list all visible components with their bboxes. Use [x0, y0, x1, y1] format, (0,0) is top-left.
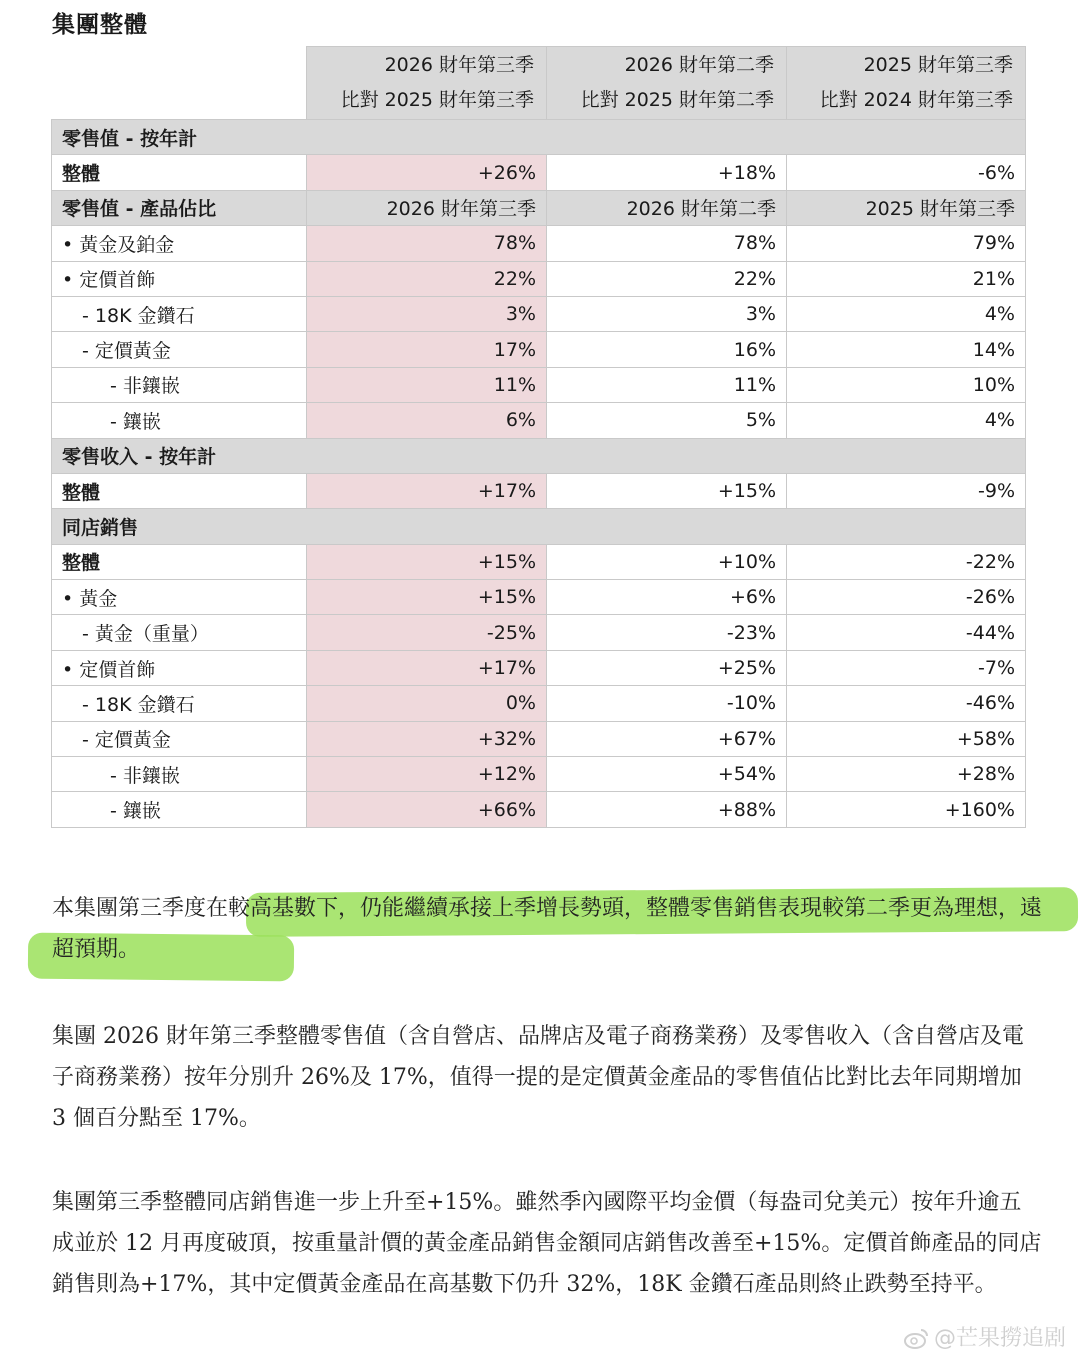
row-label: - 18K 金鑽石: [52, 296, 307, 331]
value-cell: +67%: [547, 721, 787, 756]
table-row: [52, 332, 1026, 367]
watermark-text: @芒果撈追剧: [933, 1326, 1066, 1351]
section-row-retail-revenue: 零售收入 - 按年計: [52, 438, 1026, 473]
value-cell: +66%: [307, 792, 547, 827]
paragraph-1: 本集團第三季度在較高基數下，仍能繼續承接上季增長勢頭，整體零售銷售表現較第二季更為理想，遠超預期。: [52, 896, 1043, 962]
row-label: - 鑲嵌: [52, 792, 307, 827]
value-cell: +58%: [787, 721, 1026, 756]
value-cell: -46%: [787, 686, 1026, 721]
header-blank-cell: [52, 47, 307, 120]
header-col-1: 2026 財年第三季 比對 2025 財年第三季: [307, 47, 547, 120]
value-cell: +17%: [307, 650, 547, 685]
value-cell: 3%: [547, 296, 787, 331]
value-cell: 16%: [547, 332, 787, 367]
weibo-watermark: [904, 1321, 1066, 1352]
table-header-row: [52, 47, 1026, 120]
row-label: - 18K 金鑽石: [52, 686, 307, 721]
table-row: [52, 544, 1026, 579]
table-row: [52, 473, 1026, 508]
paragraph-2: 集團 2026 財年第三季整體零售值（含自營店、品牌店及電子商務業務）及零售收入（含自營店及電子商務業務）按年分別升 26%及 17%，值得一提的是定價黃金產品的零售值佔比對比去年同期增加 3 個百分點至 17%。: [52, 1024, 1024, 1131]
table-row: [52, 792, 1026, 827]
row-label: - 非鑲嵌: [52, 757, 307, 792]
table-row: [52, 367, 1026, 402]
value-cell: 78%: [547, 226, 787, 261]
value-cell: +18%: [547, 155, 787, 190]
value-cell: 14%: [787, 332, 1026, 367]
value-cell: 22%: [307, 261, 547, 296]
row-label: - 黃金（重量）: [52, 615, 307, 650]
row-label: - 非鑲嵌: [52, 367, 307, 402]
row-label: 整體: [52, 155, 307, 190]
value-cell: 10%: [787, 367, 1026, 402]
table-row: [52, 650, 1026, 685]
row-label: - 鑲嵌: [52, 403, 307, 438]
value-cell: +160%: [787, 792, 1026, 827]
value-cell: +88%: [547, 792, 787, 827]
value-cell: -44%: [787, 615, 1026, 650]
value-cell: 4%: [787, 403, 1026, 438]
value-cell: +10%: [547, 544, 787, 579]
value-cell: 79%: [787, 226, 1026, 261]
section-row-retail-value: 零售值 - 按年計: [52, 120, 1026, 155]
table-row: [52, 686, 1026, 721]
row-label: 整體: [52, 473, 307, 508]
table-row: [52, 226, 1026, 261]
row-label: • 定價首飾: [52, 261, 307, 296]
value-cell: 22%: [547, 261, 787, 296]
row-label: • 黃金: [52, 580, 307, 615]
value-cell: +12%: [307, 757, 547, 792]
value-cell: 11%: [547, 367, 787, 402]
value-cell: -25%: [307, 615, 547, 650]
row-label: - 定價黃金: [52, 332, 307, 367]
table-row: [52, 403, 1026, 438]
row-label: • 定價首飾: [52, 650, 307, 685]
table-row: [52, 155, 1026, 190]
value-cell: 17%: [307, 332, 547, 367]
value-cell: 21%: [787, 261, 1026, 296]
value-cell: +6%: [547, 580, 787, 615]
paragraph-3: 集團第三季整體同店銷售進一步上升至+15%。雖然季內國際平均金價（每盎司兌美元）按年升逾五成並於 12 月再度破頂，按重量計價的黃金產品銷售金額同店銷售改善至+15%。定價首飾產品的同店銷售則為+17%，其中定價黃金產品在高基數下仍升 32%，18K 金鑽石產品則終止跌勢至持平。: [52, 1190, 1042, 1297]
value-cell: 6%: [307, 403, 547, 438]
value-cell: 5%: [547, 403, 787, 438]
value-cell: 4%: [787, 296, 1026, 331]
section-heading: 集團整體: [52, 12, 148, 38]
value-cell: +15%: [547, 473, 787, 508]
value-cell: -10%: [547, 686, 787, 721]
table-row: [52, 296, 1026, 331]
value-cell: 11%: [307, 367, 547, 402]
row-label: - 定價黃金: [52, 721, 307, 756]
section-row-product-mix: 零售值 - 產品佔比 2026 財年第三季 2026 財年第二季 2025 財年第三季: [52, 190, 1026, 225]
value-cell: +17%: [307, 473, 547, 508]
value-cell: -22%: [787, 544, 1026, 579]
table-row: [52, 261, 1026, 296]
table-row: [52, 757, 1026, 792]
value-cell: 3%: [307, 296, 547, 331]
section-row-same-store-sales: 同店銷售: [52, 509, 1026, 544]
table-row: [52, 580, 1026, 615]
row-label: 整體: [52, 544, 307, 579]
results-table: [51, 46, 1026, 828]
value-cell: -9%: [787, 473, 1026, 508]
value-cell: 0%: [307, 686, 547, 721]
value-cell: -6%: [787, 155, 1026, 190]
table-row: [52, 615, 1026, 650]
weibo-logo-icon: [904, 1327, 930, 1349]
value-cell: 78%: [307, 226, 547, 261]
table-row: [52, 721, 1026, 756]
value-cell: +26%: [307, 155, 547, 190]
value-cell: +28%: [787, 757, 1026, 792]
value-cell: +15%: [307, 580, 547, 615]
value-cell: +54%: [547, 757, 787, 792]
header-col-3: 2025 財年第三季 比對 2024 財年第三季: [787, 47, 1026, 120]
value-cell: -26%: [787, 580, 1026, 615]
value-cell: +32%: [307, 721, 547, 756]
row-label: • 黃金及鉑金: [52, 226, 307, 261]
value-cell: -23%: [547, 615, 787, 650]
header-col-2: 2026 財年第二季 比對 2025 財年第二季: [547, 47, 787, 120]
value-cell: +25%: [547, 650, 787, 685]
value-cell: -7%: [787, 650, 1026, 685]
value-cell: +15%: [307, 544, 547, 579]
